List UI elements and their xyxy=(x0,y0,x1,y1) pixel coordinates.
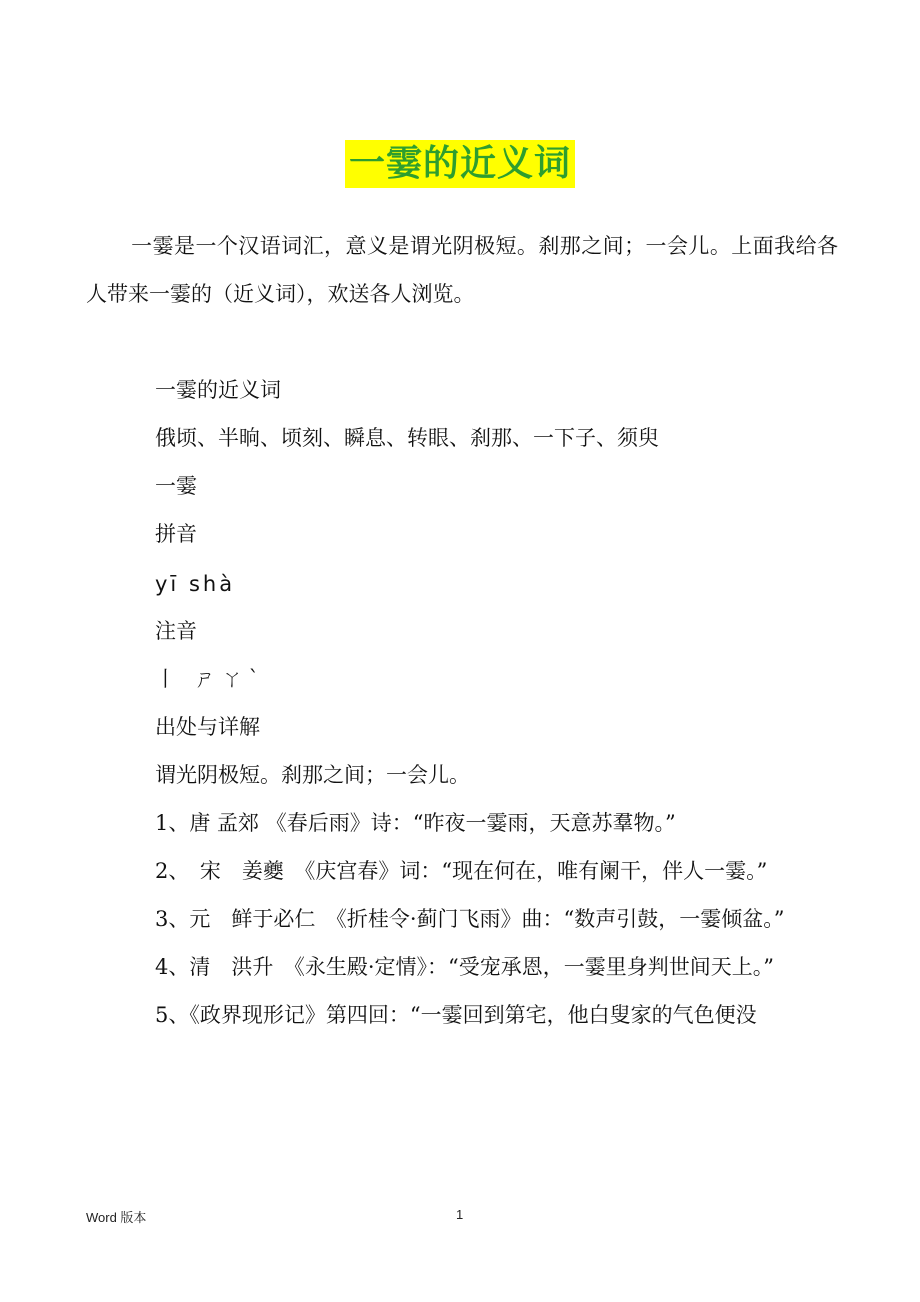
zhuyin-value: 丨 ㄕㄚˋ xyxy=(155,667,266,691)
synonym-list: 俄顷、半晌、顷刻、瞬息、转眼、刹那、一下子、须臾 xyxy=(155,426,659,450)
quote-item: 2、 宋 姜夔 《庆宫春》词：“现在何在，唯有阑干，伴人一霎。” xyxy=(155,859,768,883)
intro-paragraph-block xyxy=(86,222,838,318)
title-wrapper xyxy=(0,140,920,188)
zhuyin-label: 注音 xyxy=(155,619,197,643)
pinyin-value: yī shà xyxy=(155,572,236,596)
origin-label: 出处与详解 xyxy=(155,715,260,739)
quote-item: 4、清 洪升 《永生殿·定情》：“受宠承恩，一霎里身判世间天上。” xyxy=(155,955,775,979)
page-number: 1 xyxy=(456,1207,464,1222)
quote-item: 1、唐 孟郊 《春后雨》诗：“昨夜一霎雨，天意苏羣物。” xyxy=(155,811,676,835)
intro-paragraph: 一霎是一个汉语词汇，意义是谓光阴极短。刹那之间；一会儿。上面我给各人带来一霎的（近义词），欢送各人浏览。 xyxy=(86,234,838,306)
quote-item: 5、《政界现形记》第四回：“一霎回到第宅，他白叟家的气色便没 xyxy=(155,1003,757,1027)
footer-label: Word 版本 xyxy=(86,1210,147,1225)
definition: 谓光阴极短。刹那之间；一会儿。 xyxy=(155,763,470,787)
document-title: 一霎的近义词 xyxy=(345,140,575,188)
pinyin-label: 拼音 xyxy=(155,522,197,546)
headword: 一霎 xyxy=(155,474,197,498)
section-heading: 一霎的近义词 xyxy=(155,378,281,402)
quote-item: 3、元 鲜于必仁 《折桂令·蓟门飞雨》曲：“数声引鼓，一霎倾盆。” xyxy=(155,907,785,931)
quote-list xyxy=(86,799,838,1039)
